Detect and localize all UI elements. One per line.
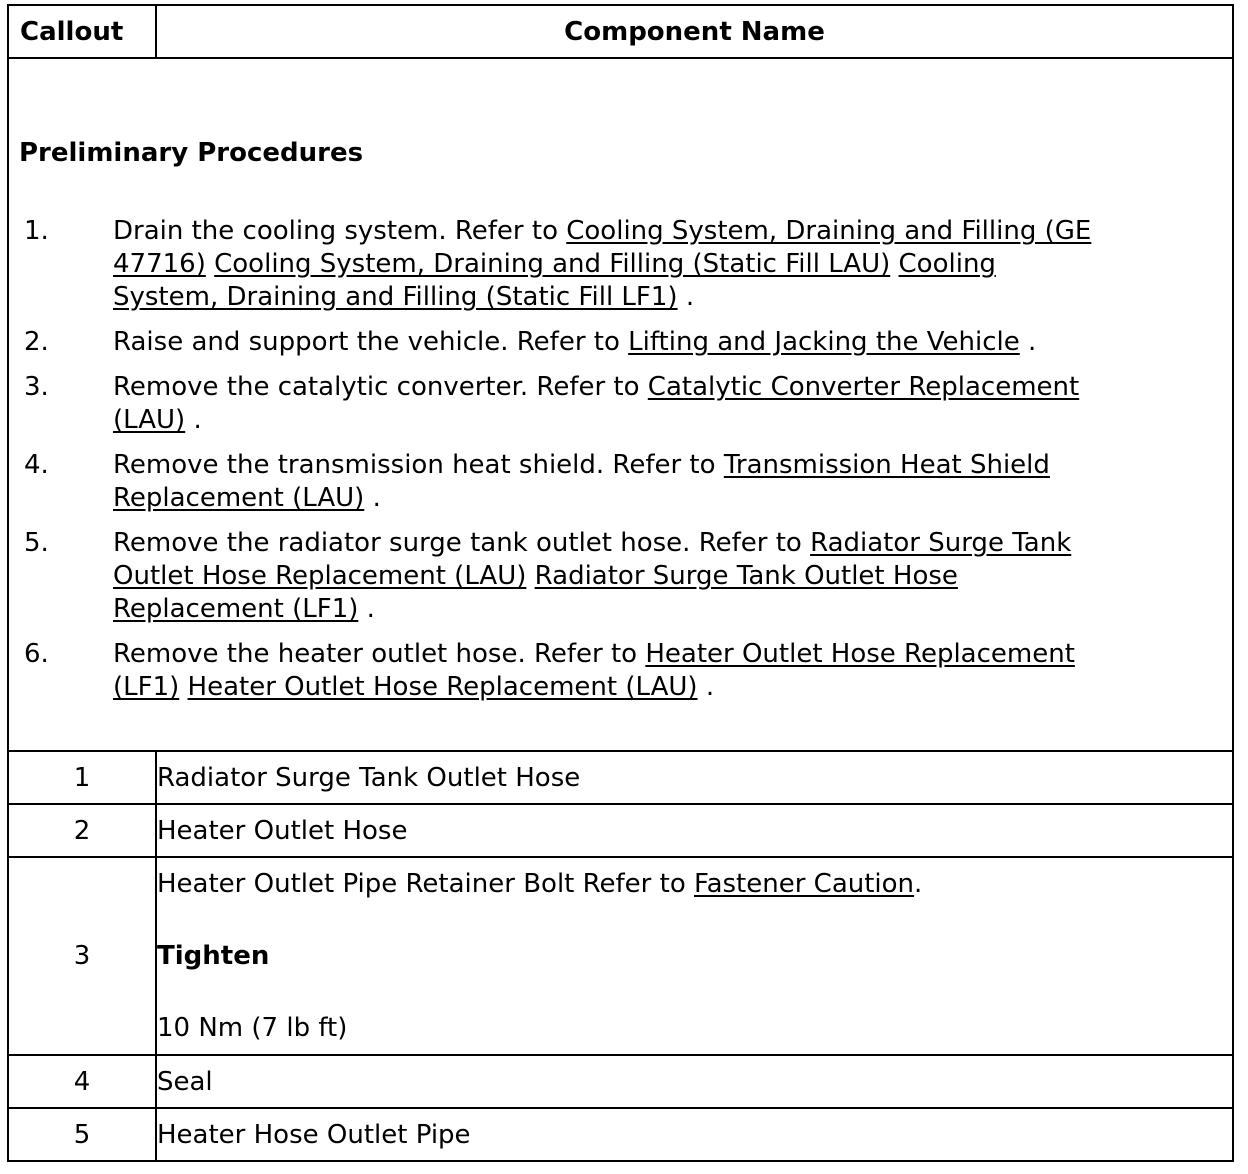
step-number: 6. xyxy=(24,639,49,669)
component-name-text: Heater Outlet Pipe Retainer Bolt Refer to xyxy=(157,869,686,899)
step-period: . xyxy=(366,594,375,624)
step-1 xyxy=(9,215,1093,314)
component-name-column-header: Component Name xyxy=(156,5,1233,58)
step-2 xyxy=(9,326,1093,359)
link-cooling-system-ge47716[interactable]: Cooling System, Draining and Filling (GE 47716) xyxy=(113,216,1092,279)
component-name: Radiator Surge Tank Outlet Hose xyxy=(156,751,1233,804)
link-heater-outlet-hose-lf1[interactable]: Heater Outlet Hose Replacement (LF1) xyxy=(113,639,1075,702)
callout-number: 1 xyxy=(8,751,156,804)
step-period: . xyxy=(372,483,381,513)
preliminary-steps-list xyxy=(9,215,1232,704)
table-row xyxy=(8,857,1233,1055)
link-lifting-and-jacking[interactable]: Lifting and Jacking the Vehicle xyxy=(628,327,1020,357)
table-header-row xyxy=(8,5,1233,58)
callout-number: 3 xyxy=(8,857,156,1055)
table-row xyxy=(8,804,1233,857)
step-4 xyxy=(9,449,1093,515)
link-catalytic-converter-replacement[interactable]: Catalytic Converter Replacement (LAU) xyxy=(113,372,1080,435)
step-text: Drain the cooling system. Refer to xyxy=(113,216,558,246)
step-text: Remove the radiator surge tank outlet hose. Refer to xyxy=(113,528,802,558)
step-period: . xyxy=(193,405,202,435)
callout-column-header: Callout xyxy=(8,5,156,58)
component-name: Seal xyxy=(156,1055,1233,1108)
step-5 xyxy=(9,527,1093,626)
link-surge-tank-outlet-hose-lau[interactable]: Radiator Surge Tank Outlet Hose Replacement (LAU) xyxy=(113,528,1072,591)
components-table xyxy=(7,4,1234,1162)
step-6 xyxy=(9,638,1093,704)
preliminary-procedures-cell xyxy=(8,58,1233,751)
link-cooling-system-static-fill-lau[interactable]: Cooling System, Draining and Filling (Static Fill LAU) xyxy=(214,249,891,279)
step-number: 5. xyxy=(24,528,49,558)
callout-number: 4 xyxy=(8,1055,156,1108)
preliminary-procedures-row xyxy=(8,58,1233,751)
table-row xyxy=(8,1055,1233,1108)
preliminary-procedures-title: Preliminary Procedures xyxy=(19,138,364,168)
step-number: 1. xyxy=(24,216,49,246)
link-heater-outlet-hose-lau[interactable]: Heater Outlet Hose Replacement (LAU) xyxy=(187,672,698,702)
step-text: Remove the catalytic converter. Refer to xyxy=(113,372,640,402)
step-text: Remove the transmission heat shield. Refer to xyxy=(113,450,716,480)
component-name xyxy=(156,857,1233,1055)
ref-suffix: . xyxy=(914,869,923,899)
step-period: . xyxy=(685,282,695,312)
step-number: 2. xyxy=(24,327,49,357)
step-text: Raise and support the vehicle. Refer to xyxy=(113,327,620,357)
component-description xyxy=(157,866,1232,902)
step-period: . xyxy=(705,672,715,702)
step-number: 4. xyxy=(24,450,49,480)
callout-number: 2 xyxy=(8,804,156,857)
component-name: Heater Hose Outlet Pipe xyxy=(156,1108,1233,1161)
component-name: Heater Outlet Hose xyxy=(156,804,1233,857)
callout-number: 5 xyxy=(8,1108,156,1161)
link-fastener-caution[interactable]: Fastener Caution xyxy=(694,869,915,899)
link-cooling-system-static-fill-lf1[interactable]: Cooling System, Draining and Filling (Static Fill LF1) xyxy=(113,249,996,312)
step-3 xyxy=(9,371,1093,437)
step-number: 3. xyxy=(24,372,49,402)
table-row xyxy=(8,1108,1233,1161)
table-row xyxy=(8,751,1233,804)
torque-spec: 10 Nm (7 lb ft) xyxy=(157,1013,348,1043)
link-surge-tank-outlet-hose-lf1[interactable]: Radiator Surge Tank Outlet Hose Replacement (LF1) xyxy=(113,561,958,624)
step-period: . xyxy=(1028,327,1037,357)
tighten-label: Tighten xyxy=(157,941,270,971)
step-text: Remove the heater outlet hose. Refer to xyxy=(113,639,638,669)
link-transmission-heat-shield-replacement[interactable]: Transmission Heat Shield Replacement (LAU) xyxy=(113,450,1050,513)
